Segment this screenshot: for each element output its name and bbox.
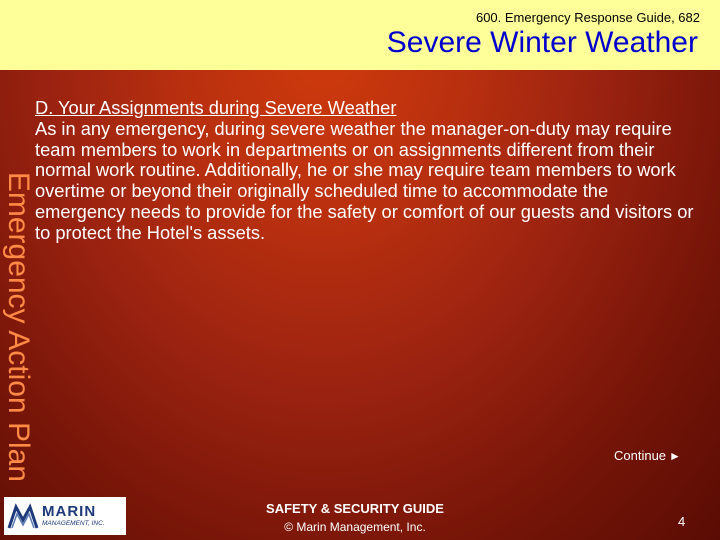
- logo-mark-icon: [7, 501, 39, 531]
- continue-label: Continue: [614, 448, 667, 463]
- play-triangle-icon: ►: [669, 449, 681, 463]
- company-logo: [4, 497, 126, 535]
- footer-info: [230, 501, 480, 534]
- copyright-text: © Marin Management, Inc.: [284, 520, 426, 534]
- page-number: 4: [678, 514, 686, 529]
- section-paragraph: As in any emergency, during severe weather the manager-on-duty may require team members to work in departments or on assignments different from their normal work routine. Additionally, he or she may require team members to work overtime or beyond their originally scheduled time to accommodate the emergency needs to provide for the safety or comfort of our guests and visitors or to protect the Hotel's assets.: [35, 117, 694, 243]
- content-area: [35, 98, 700, 244]
- section-heading: D. Your Assignments during Severe Weather: [35, 97, 397, 118]
- vertical-side-label: [0, 82, 36, 482]
- continue-button[interactable]: [614, 448, 681, 463]
- logo-name: MARIN: [42, 503, 97, 520]
- side-label-text: Emergency Action Plan: [2, 171, 35, 482]
- logo-subtitle: MANAGEMENT, INC.: [42, 520, 105, 527]
- slide-title: Severe Winter Weather: [386, 26, 698, 59]
- document-reference: 600. Emergency Response Guide, 682: [475, 10, 700, 25]
- header-bar: [0, 0, 720, 70]
- guide-title: SAFETY & SECURITY GUIDE: [266, 501, 444, 516]
